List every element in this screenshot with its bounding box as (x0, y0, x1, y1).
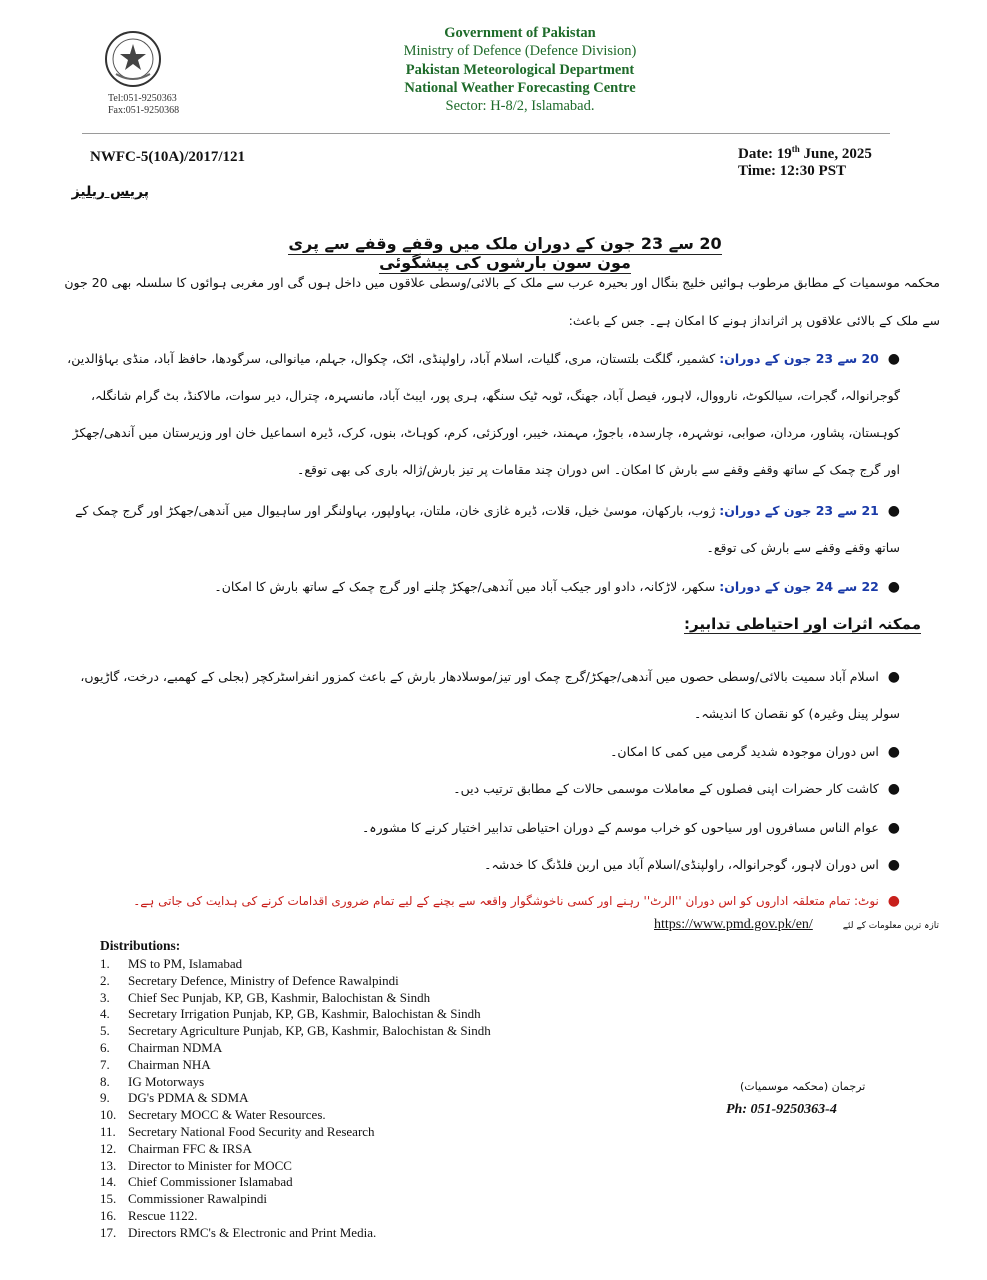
distribution-recipient: Secretary Defence, Ministry of Defence Rawalpindi (128, 972, 399, 988)
distribution-recipient: DG's PDMA & SDMA (128, 1090, 249, 1106)
distribution-recipient: Rescue 1122. (128, 1207, 198, 1223)
distribution-number: 7. (100, 1056, 110, 1072)
distribution-item (100, 1124, 491, 1141)
fax: Fax:051-9250368 (108, 105, 180, 116)
reference-number: NWFC-5(10A)/2017/121 (90, 149, 245, 165)
distribution-number: 13. (100, 1157, 117, 1173)
distribution-number: 11. (100, 1123, 116, 1139)
distribution-number: 8. (100, 1073, 110, 1089)
forecast-text: ژوب، بارکھان، موسیٰ خیل، قلات، ڈیرہ غازی خان، ملتان، بہاولپور، بہاولنگر اور ساہیوال میں آندھی/جھکڑ اور گرج چمک کے ساتھ وقفے وقفے سے بارش کی توقع۔ (75, 503, 900, 555)
distribution-item (100, 1040, 491, 1057)
distribution-recipient: Chairman NDMA (128, 1039, 223, 1055)
distribution-list (100, 956, 491, 1242)
distribution-recipient: Director to Minister for MOCC (128, 1157, 292, 1173)
note: ● نوٹ: تمام متعلقہ اداروں کو اس دوران ''الرٹ'' رہنے اور کسی ناخوشگوار واقعہ سے بچنے کے لیے تمام ضروری اقدامات کرنے کی ہدایت کی جاتی ہے۔ (133, 893, 900, 909)
sector-address: Sector: H-8/2, Islamabad. (445, 98, 595, 114)
impact-item: ● اس دوران موجودہ شدید گرمی میں کمی کا امکان۔ (610, 744, 900, 760)
distribution-item (100, 1107, 491, 1124)
header-divider (82, 133, 890, 134)
distribution-recipient: Secretary Irrigation Punjab, KP, GB, Kashmir, Balochistan & Sindh (128, 1006, 481, 1022)
forecast-item (60, 492, 900, 566)
forecast-period: 20 سے 23 جون کے دوران: (719, 351, 879, 366)
distribution-recipient: Secretary MOCC & Water Resources. (128, 1107, 326, 1123)
bullet-icon: ● (878, 579, 900, 595)
press-release-label: پریس ریلیز (71, 184, 149, 200)
distribution-item (100, 1090, 491, 1107)
distribution-item (100, 1225, 491, 1242)
ministry-title: Ministry of Defence (Defence Division) (403, 43, 637, 59)
impact-item: ● اس دوران لاہور، گوجرانوالہ، راولپنڈی/اسلام آباد میں اربن فلڈنگ کا خدشہ۔ (484, 857, 900, 873)
distribution-item (100, 956, 491, 973)
distribution-number: 10. (100, 1107, 117, 1123)
distribution-item (100, 1006, 491, 1023)
distribution-recipient: Chief Commissioner Islamabad (128, 1174, 293, 1190)
bullet-icon: ● (878, 781, 900, 797)
phone-number: Ph: 051-9250363-4 (726, 1102, 837, 1117)
distributions-title: Distributions: (100, 938, 181, 953)
link-label: تازہ ترین معلومات کے لئے (842, 921, 939, 931)
distribution-number: 14. (100, 1174, 117, 1190)
distribution-recipient: Secretary Agriculture Punjab, KP, GB, Kashmir, Balochistan & Sindh (128, 1023, 491, 1039)
distribution-number: 3. (100, 989, 110, 1005)
distribution-recipient: Commissioner Rawalpindi (128, 1191, 268, 1207)
impact-item: ● عوام الناس مسافروں اور سیاحوں کو خراب موسم کے دوران احتیاطی تدابیر اختیار کرنے کا مشورہ۔ (361, 820, 900, 836)
distribution-number: 5. (100, 1023, 110, 1039)
distribution-number: 15. (100, 1191, 117, 1207)
pmd-logo-icon (104, 30, 162, 88)
distribution-item (100, 1208, 491, 1225)
impact-item: ● اسلام آباد سمیت بالائی/وسطی حصوں میں آندھی/جھکڑ/گرج چمک اور تیز/موسلادھار بارش کے باعث کمزور انفراسٹرکچر (بجلی کے کھمبے، درخت، گاڑیوں، سولر پینل وغیرہ) کو نقصان کا اندیشہ۔ (80, 669, 900, 721)
bullet-icon: ● (878, 669, 900, 685)
forecast-text: کشمیر، گلگت بلتستان، مری، گلیات، اسلام آباد، راولپنڈی، اٹک، چکوال، جہلم، میانوالی، سرگودھا، حافظ آباد، منڈی بہاؤالدین، گوجرانوالہ، گجرات، سیالکوٹ، نارووال، لاہور، فیصل آباد، جھنگ، ٹوبہ ٹیک سنگھ، ہری پور، ایبٹ آباد، مانسہرہ، چترال، دیر سوات، مالاکنڈ، بٹ گرام شانگلہ، کوہستان، پشاور، مردان، صوابی، نوشہرہ، چارسدہ، باجوڑ، مہمند، خیبر، اورکزئی، کرم، کوہاٹ، بنوں، کرک، ڈیرہ اسماعیل خان اور وزیرستان میں آندھی/جھکڑ اور گرج چمک کے ساتھ وقفے وقفے سے بارش کا امکان۔ اس دوران چند مقامات پر تیز بارش/ژالہ باری کی بھی توقع۔ (67, 351, 900, 477)
impacts-title: ممکنہ اثرات اور احتیاطی تدابیر: (684, 615, 921, 633)
date: Date: 19th June, 2025 (738, 144, 872, 162)
bullet-icon: ● (878, 503, 900, 519)
distribution-item (100, 973, 491, 990)
time: Time: 12:30 PST (738, 163, 847, 179)
bullet-icon: ● (878, 857, 900, 873)
distribution-item (100, 990, 491, 1007)
forecast-item (60, 340, 900, 488)
pmd-website-link[interactable]: https://www.pmd.gov.pk/en/ (654, 917, 813, 932)
distribution-number: 16. (100, 1207, 117, 1223)
distribution-number: 2. (100, 972, 110, 988)
bullet-icon: ● (878, 744, 900, 760)
distribution-number: 9. (100, 1090, 110, 1106)
distribution-number: 6. (100, 1039, 110, 1055)
dept-title: Pakistan Meteorological Department (405, 62, 635, 78)
distribution-item (100, 1057, 491, 1074)
distribution-number: 4. (100, 1006, 110, 1022)
distribution-number: 17. (100, 1224, 117, 1240)
forecast-item (60, 568, 900, 605)
bullet-icon: ● (878, 893, 900, 909)
bullet-icon: ● (878, 820, 900, 836)
distribution-recipient: Chairman FFC & IRSA (128, 1140, 252, 1156)
centre-title: National Weather Forecasting Centre (404, 80, 636, 96)
gov-title: Government of Pakistan (444, 25, 596, 41)
distribution-recipient: Directors RMC's & Electronic and Print Media. (128, 1224, 377, 1240)
impact-item: ● کاشت کار حضرات اپنی فصلوں کے معاملات موسمی حالات کے مطابق ترتیب دیں۔ (453, 781, 900, 797)
forecast-text: سکھر، لاڑکانہ، دادو اور جیکب آباد میں آندھی/جھکڑ چلنے اور گرج چمک کے ساتھ بارش کا امکان۔ (214, 579, 716, 594)
distribution-number: 12. (100, 1140, 117, 1156)
bullet-icon: ● (878, 351, 900, 367)
distribution-recipient: IG Motorways (128, 1073, 205, 1089)
distribution-number: 1. (100, 956, 110, 971)
distribution-item (100, 1023, 491, 1040)
forecast-period: 21 سے 23 جون کے دوران: (719, 503, 879, 518)
distribution-recipient: Chief Sec Punjab, KP, GB, Kashmir, Balochistan & Sindh (128, 989, 431, 1005)
spokesperson-label: ترجمان (محکمہ موسمیات) (740, 1080, 866, 1093)
distribution-recipient: Secretary National Food Security and Research (128, 1123, 375, 1139)
distribution-item (100, 1141, 491, 1158)
distribution-recipient: MS to PM, Islamabad (128, 956, 243, 971)
distribution-recipient: Chairman NHA (128, 1056, 211, 1072)
intro-paragraph: محکمہ موسمیات کے مطابق مرطوب ہوائیں خلیج بنگال اور بحیرہ عرب سے ملک کے بالائی/وسطی علاقوں میں داخل ہوں گی اور مغربی ہوائوں کا سلسلہ بھی 20 جون سے ملک کے بالائی علاقوں پر اثرانداز ہونے کا امکان ہے۔ جس کے باعث: (64, 275, 940, 328)
telephone: Tel:051-9250363 (108, 93, 177, 104)
headline: 20 سے 23 جون کے دوران ملک میں وقفے وقفے سے پری مون سون بارشوں کی پیشگوئی (288, 234, 722, 272)
distribution-item (100, 1074, 491, 1091)
distribution-item (100, 1158, 491, 1175)
forecast-period: 22 سے 24 جون کے دوران: (719, 579, 879, 594)
distribution-item (100, 1191, 491, 1208)
distribution-item (100, 1174, 491, 1191)
